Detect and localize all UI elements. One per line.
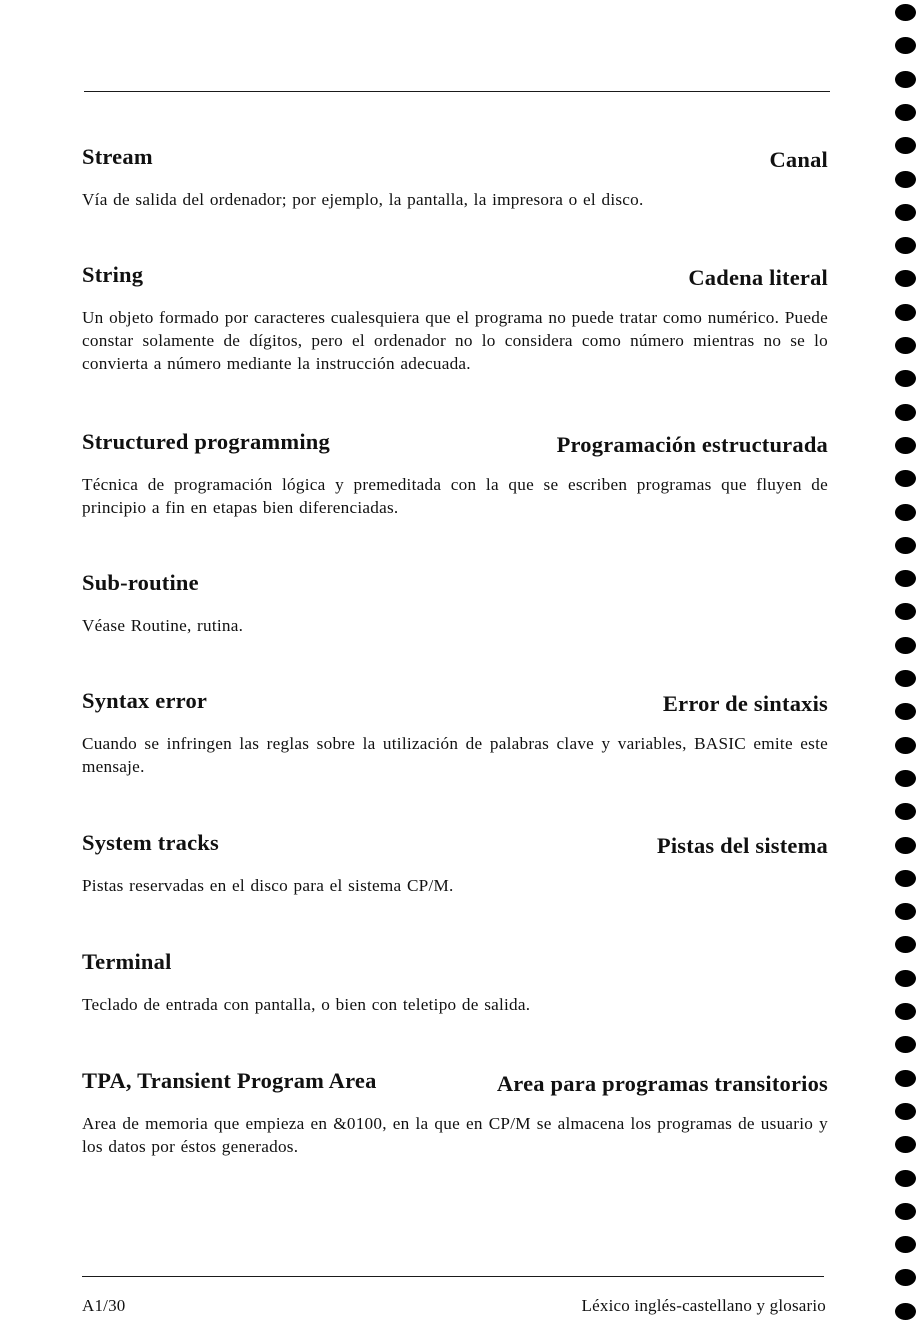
binding-hole — [895, 670, 916, 687]
binding-hole — [895, 270, 916, 287]
binding-hole — [895, 837, 916, 854]
entry-translation: Canal — [769, 147, 828, 172]
entry-term: Structured programming — [82, 429, 330, 454]
glossary-entry-syntax-error — [82, 688, 828, 778]
binding-hole — [895, 1103, 916, 1120]
entry-definition: Vía de salida del ordenador; por ejemplo, la pantalla, la impresora o el disco. — [82, 190, 644, 209]
entry-definition: Un objeto formado por caracteres cualesquiera que el programa no puede tratar como numérico. Puede constar solamente de dígitos, pero el ordenador no lo considera como número mientras no se lo convierta a número mediante la instrucción adecuada. — [82, 308, 828, 373]
binding-hole — [895, 1236, 916, 1253]
glossary-entry-system-tracks — [82, 830, 828, 897]
entry-term: Sub-routine — [82, 570, 199, 595]
binding-hole — [895, 903, 916, 920]
binding-hole — [895, 37, 916, 54]
entry-term: System tracks — [82, 830, 219, 855]
glossary-entry-sub-routine — [82, 570, 828, 637]
binding-hole — [895, 603, 916, 620]
binding-holes — [895, 0, 921, 1334]
entry-term: Terminal — [82, 949, 172, 974]
binding-hole — [895, 1269, 916, 1286]
glossary-entry-tpa — [82, 1068, 828, 1158]
binding-hole — [895, 104, 916, 121]
binding-hole — [895, 1070, 916, 1087]
binding-hole — [895, 237, 916, 254]
entry-definition: Teclado de entrada con pantalla, o bien con teletipo de salida. — [82, 995, 531, 1014]
bottom-rule — [82, 1276, 824, 1277]
binding-hole — [895, 870, 916, 887]
binding-hole — [895, 4, 916, 21]
binding-hole — [895, 470, 916, 487]
binding-hole — [895, 404, 916, 421]
top-rule — [84, 91, 830, 92]
entry-term: TPA, Transient Program Area — [82, 1068, 377, 1093]
binding-hole — [895, 1036, 916, 1053]
binding-hole — [895, 770, 916, 787]
binding-hole — [895, 737, 916, 754]
binding-hole — [895, 970, 916, 987]
binding-hole — [895, 637, 916, 654]
binding-hole — [895, 304, 916, 321]
binding-hole — [895, 437, 916, 454]
binding-hole — [895, 1170, 916, 1187]
binding-hole — [895, 936, 916, 953]
binding-hole — [895, 504, 916, 521]
binding-hole — [895, 1303, 916, 1320]
binding-hole — [895, 71, 916, 88]
entry-definition: Técnica de programación lógica y premeditada con la que se escriben programas que fluyen de principio a fin en etapas bien diferenciadas. — [82, 475, 828, 517]
entry-definition: Area de memoria que empieza en &0100, en la que en CP/M se almacena los programas de usuario y los datos por éstos generados. — [82, 1114, 828, 1156]
entry-translation: Programación estructurada — [556, 432, 828, 457]
binding-hole — [895, 1136, 916, 1153]
binding-hole — [895, 204, 916, 221]
glossary-entry-stream — [82, 144, 828, 211]
entry-term: Syntax error — [82, 688, 208, 713]
binding-hole — [895, 137, 916, 154]
page-number: A1/30 — [82, 1296, 126, 1315]
entry-translation: Cadena literal — [688, 265, 828, 290]
entry-term: Stream — [82, 144, 153, 169]
binding-hole — [895, 570, 916, 587]
binding-hole — [895, 537, 916, 554]
section-title: Léxico inglés-castellano y glosario — [581, 1296, 826, 1315]
binding-hole — [895, 1203, 916, 1220]
binding-hole — [895, 803, 916, 820]
binding-hole — [895, 337, 916, 354]
binding-hole — [895, 171, 916, 188]
glossary-entry-string — [82, 262, 828, 375]
entry-definition: Pistas reservadas en el disco para el sistema CP/M. — [82, 876, 454, 895]
glossary-entry-structured-programming — [82, 429, 828, 519]
glossary-entry-terminal — [82, 949, 828, 1016]
binding-hole — [895, 703, 916, 720]
entry-translation: Area para programas transitorios — [496, 1071, 828, 1096]
entry-term: String — [82, 262, 144, 287]
binding-hole — [895, 370, 916, 387]
entry-translation: Error de sintaxis — [662, 691, 828, 716]
binding-hole — [895, 1003, 916, 1020]
entry-definition: Véase Routine, rutina. — [82, 616, 244, 635]
entry-definition: Cuando se infringen las reglas sobre la utilización de palabras clave y variables, BASIC emite este mensaje. — [82, 734, 828, 776]
entry-translation: Pistas del sistema — [656, 833, 828, 858]
